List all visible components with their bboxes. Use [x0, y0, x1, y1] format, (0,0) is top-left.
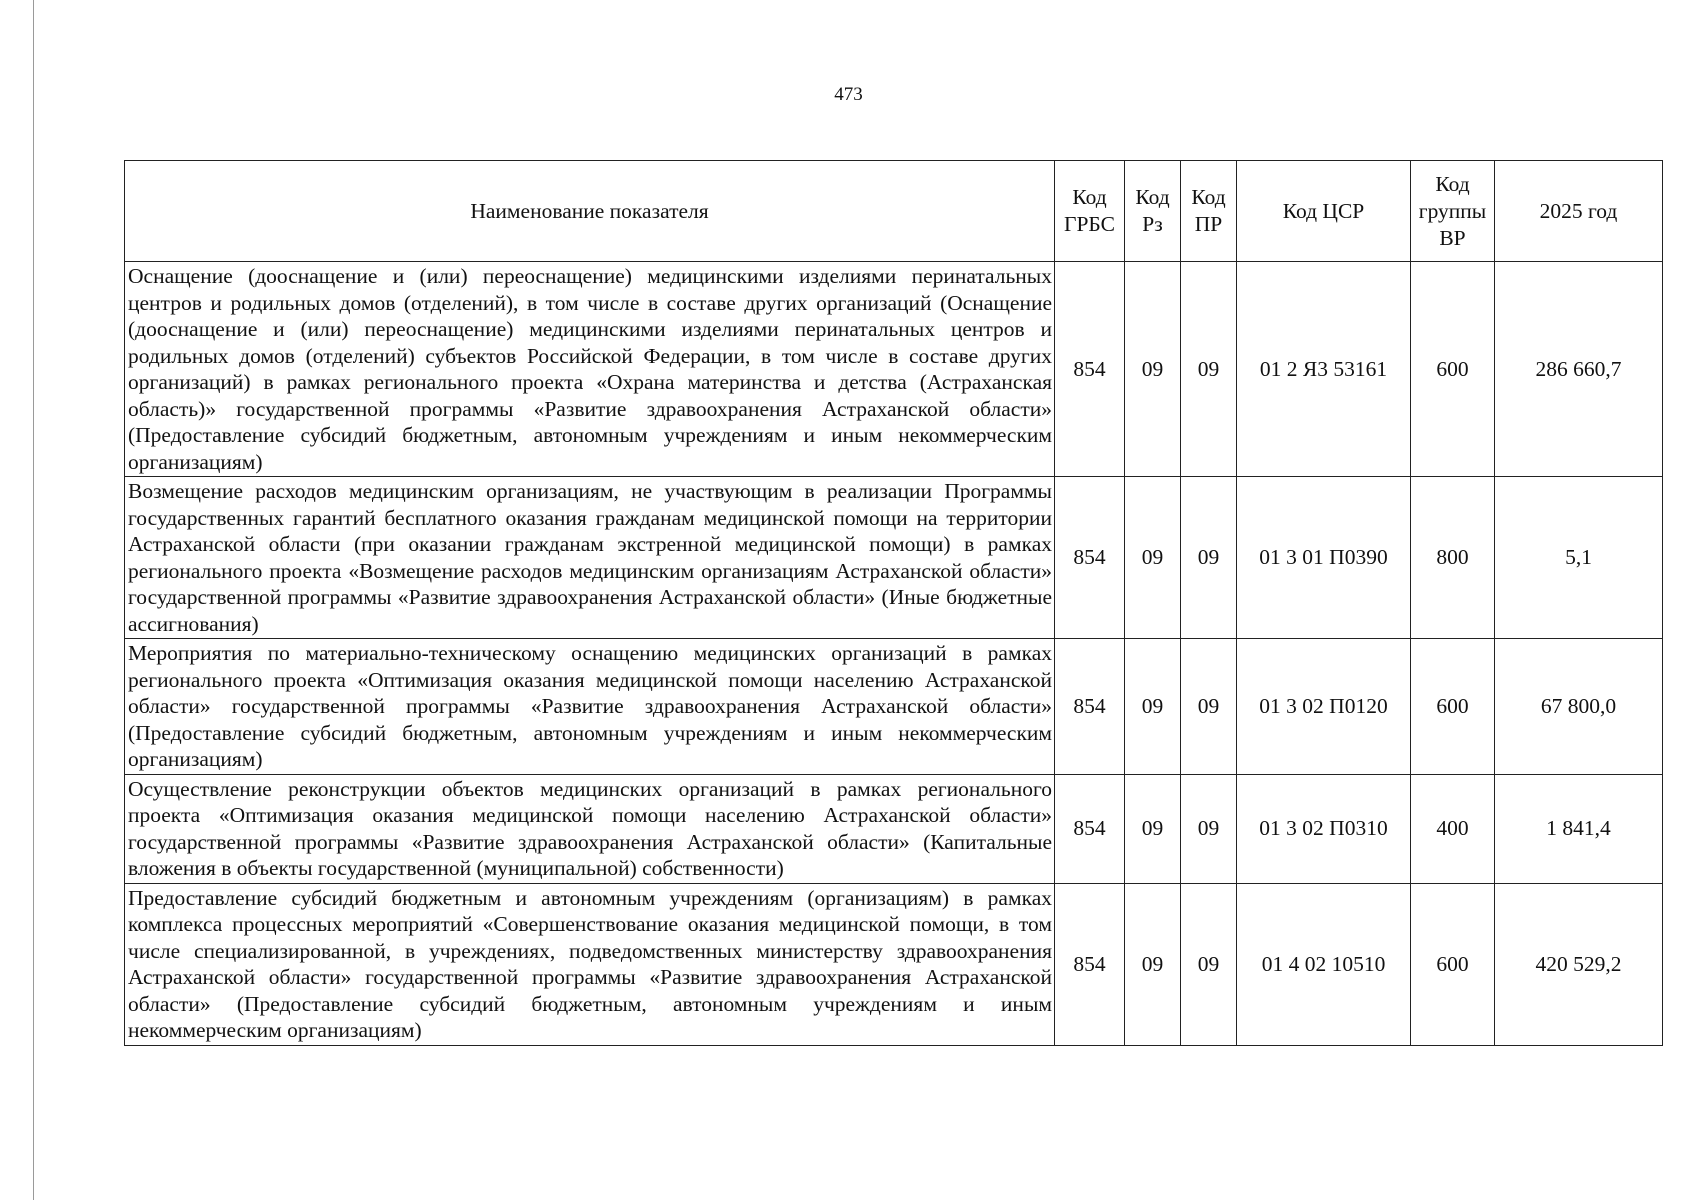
row-vr: 600 — [1411, 883, 1495, 1045]
header-rz: Код Рз — [1125, 161, 1181, 262]
row-value: 286 660,7 — [1495, 262, 1663, 477]
row-name: Возмещение расходов медицинским организациям, не участвующим в реализации Программы государственных гарантий бесплатного оказания гражданам медицинской помощи на территории Астраханской области (при оказании гражданам экстренной медицинской помощи) в рамках регионального проекта «Возмещение расходов медицинским организациям Астраханской области» государственной программы «Развитие здравоохранения Астраханской области» (Иные бюджетные ассигнования) — [125, 477, 1055, 639]
row-vr: 800 — [1411, 477, 1495, 639]
row-vr: 600 — [1411, 262, 1495, 477]
row-csr: 01 4 02 10510 — [1237, 883, 1411, 1045]
row-value: 67 800,0 — [1495, 639, 1663, 775]
row-pr: 09 — [1181, 262, 1237, 477]
row-rz: 09 — [1125, 883, 1181, 1045]
table-row — [125, 774, 1663, 883]
row-grbs: 854 — [1055, 262, 1125, 477]
row-grbs: 854 — [1055, 477, 1125, 639]
row-vr: 600 — [1411, 639, 1495, 775]
binding-line — [33, 0, 34, 1200]
row-pr: 09 — [1181, 477, 1237, 639]
row-csr: 01 3 01 П0390 — [1237, 477, 1411, 639]
row-value: 5,1 — [1495, 477, 1663, 639]
row-pr: 09 — [1181, 639, 1237, 775]
header-year: 2025 год — [1495, 161, 1663, 262]
row-rz: 09 — [1125, 639, 1181, 775]
header-vr: Код группы ВР — [1411, 161, 1495, 262]
row-value: 1 841,4 — [1495, 774, 1663, 883]
row-name: Оснащение (дооснащение и (или) переоснащение) медицинскими изделиями перинатальных центров и родильных домов (отделений), в том числе в составе других организаций (Оснащение (дооснащение и (или) переоснащение) медицинскими изделиями перинатальных центров и родильных домов (отделений) субъектов Российской Федерации, в том числе в составе других организаций) в рамках регионального проекта «Охрана материнства и детства (Астраханская область)» государственной программы «Развитие здравоохранения Астраханской области» (Предоставление субсидий бюджетным, автономным учреждениям и иным некоммерческим организациям) — [125, 262, 1055, 477]
row-csr: 01 2 Я3 53161 — [1237, 262, 1411, 477]
row-name: Осуществление реконструкции объектов медицинских организаций в рамках регионального проекта «Оптимизация оказания медицинской помощи населению Астраханской области» государственной программы «Развитие здравоохранения Астраханской области» (Капитальные вложения в объекты государственной (муниципальной) собственности) — [125, 774, 1055, 883]
table-row — [125, 639, 1663, 775]
budget-table — [124, 160, 1663, 1046]
row-rz: 09 — [1125, 774, 1181, 883]
row-rz: 09 — [1125, 262, 1181, 477]
table-row — [125, 477, 1663, 639]
header-csr: Код ЦСР — [1237, 161, 1411, 262]
row-value: 420 529,2 — [1495, 883, 1663, 1045]
row-name: Предоставление субсидий бюджетным и автономным учреждениям (организациям) в рамках комплекса процессных мероприятий «Совершенствование оказания медицинской помощи, в том числе специализированной, в учреждениях, подведомственных министерству здравоохранения Астраханской области» государственной программы «Развитие здравоохранения Астраханской области» (Предоставление субсидий бюджетным, автономным учреждениям и иным некоммерческим организациям) — [125, 883, 1055, 1045]
row-rz: 09 — [1125, 477, 1181, 639]
row-name: Мероприятия по материально-техническому оснащению медицинских организаций в рамках регионального проекта «Оптимизация оказания медицинской помощи населению Астраханской области» государственной программы «Развитие здравоохранения Астраханской области» (Предоставление субсидий бюджетным, автономным учреждениям и иным некоммерческим организациям) — [125, 639, 1055, 775]
header-pr: Код ПР — [1181, 161, 1237, 262]
table-header-row — [125, 161, 1663, 262]
row-csr: 01 3 02 П0310 — [1237, 774, 1411, 883]
row-pr: 09 — [1181, 883, 1237, 1045]
row-grbs: 854 — [1055, 639, 1125, 775]
page-number: 473 — [834, 84, 863, 105]
row-vr: 400 — [1411, 774, 1495, 883]
table-row — [125, 262, 1663, 477]
header-name: Наименование показателя — [125, 161, 1055, 262]
row-grbs: 854 — [1055, 774, 1125, 883]
row-csr: 01 3 02 П0120 — [1237, 639, 1411, 775]
table-row — [125, 883, 1663, 1045]
header-grbs: Код ГРБС — [1055, 161, 1125, 262]
row-pr: 09 — [1181, 774, 1237, 883]
row-grbs: 854 — [1055, 883, 1125, 1045]
